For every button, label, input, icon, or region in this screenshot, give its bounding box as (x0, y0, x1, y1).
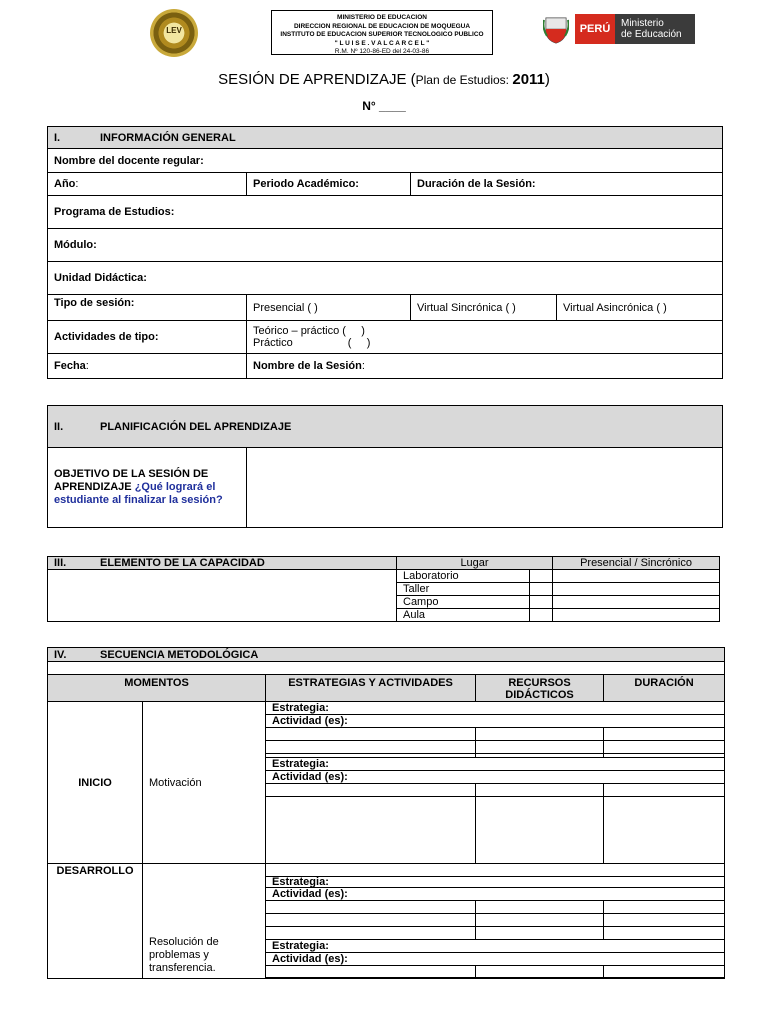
section-secuencia-metodologica (47, 647, 725, 979)
peru-coat-of-arms-icon (543, 14, 569, 44)
lugar-check[interactable] (530, 609, 553, 622)
ministry-header-box: MINISTERIO DE EDUCACION DIRECCION REGIONAL DE EDUCACION DE MOQUEGUA INSTITUTO DE EDUCACION SUPERIOR TECNOLOGICO PUBLICO " L U I S E . V A L C A R C E L " R.M. Nº 120-86-ED del 24-03-86 (271, 10, 493, 55)
estrategia-cell[interactable] (266, 797, 476, 864)
estrategia-field[interactable]: Estrategia: (266, 877, 725, 888)
recurso-cell[interactable] (476, 927, 604, 940)
duracion-cell[interactable] (604, 784, 725, 797)
estrategia-field[interactable]: Estrategia: (266, 940, 725, 953)
recurso-cell[interactable] (476, 784, 604, 797)
lugar-laboratorio: Laboratorio (397, 570, 530, 583)
duracion-cell[interactable] (604, 797, 725, 864)
lugar-value[interactable] (553, 609, 720, 622)
actividades-options[interactable]: Teórico – práctico ( ) Práctico ( ) (247, 321, 723, 354)
nombre-sesion-field[interactable]: Nombre de la Sesión: (247, 354, 723, 379)
estrategia-cell[interactable] (266, 978, 476, 979)
session-number: N° ____ (362, 99, 406, 113)
lugar-check[interactable] (530, 596, 553, 609)
col-duracion: DURACIÓN (604, 675, 725, 702)
section-informacion-general (47, 126, 723, 379)
actividad-field[interactable]: Actividad (es): (266, 953, 725, 966)
estrategia-field[interactable]: Estrategia: (266, 702, 725, 715)
lugar-taller: Taller (397, 583, 530, 596)
presencial-header: Presencial / Sincrónico (553, 557, 720, 570)
section-heading: I. INFORMACIÓN GENERAL (48, 127, 723, 149)
section-heading: III. ELEMENTO DE LA CAPACIDAD (48, 557, 397, 570)
estrategia-cell[interactable] (266, 914, 476, 927)
duracion-cell[interactable] (604, 927, 725, 940)
estrategia-cell[interactable] (266, 784, 476, 797)
duracion-cell[interactable] (604, 966, 725, 978)
duracion-cell[interactable] (604, 901, 725, 914)
page-title: SESIÓN DE APRENDIZAJE (Plan de Estudios: 2011) (218, 71, 550, 88)
virtual-sincronica-option[interactable]: Virtual Sincrónica ( ) (411, 295, 557, 321)
lugar-check[interactable] (530, 570, 553, 583)
recurso-cell[interactable] (476, 966, 604, 978)
recurso-cell[interactable] (476, 914, 604, 927)
section-heading: II. PLANIFICACIÓN DEL APRENDIZAJE (48, 406, 723, 448)
lugar-value[interactable] (553, 570, 720, 583)
lugar-check[interactable] (530, 583, 553, 596)
capacidad-field[interactable] (48, 570, 397, 622)
unidad-field[interactable]: Unidad Didáctica: (48, 262, 723, 295)
estrategia-cell[interactable] (266, 927, 476, 940)
lugar-value[interactable] (553, 596, 720, 609)
modulo-field[interactable]: Módulo: (48, 229, 723, 262)
actividades-label: Actividades de tipo: (48, 321, 247, 354)
anio-field[interactable]: Año: (48, 173, 247, 196)
fecha-field[interactable]: Fecha: (48, 354, 247, 379)
col-momentos: MOMENTOS (48, 675, 266, 702)
estrategia-cell[interactable] (266, 728, 476, 741)
presencial-option[interactable]: Presencial ( ) (247, 295, 411, 321)
recurso-cell[interactable] (476, 741, 604, 754)
actividad-field[interactable]: Actividad (es): (266, 715, 725, 728)
momento-desarrollo: DESARROLLO (48, 864, 143, 979)
duracion-cell[interactable] (604, 978, 725, 979)
duracion-field[interactable]: Duración de la Sesión: (411, 173, 723, 196)
recurso-cell[interactable] (476, 728, 604, 741)
ministerio-brand-label: Ministerio de Educación (615, 14, 695, 44)
recurso-cell[interactable] (476, 978, 604, 979)
spacer-cell (266, 864, 725, 877)
objetivo-label: OBJETIVO DE LA SESIÓN DE APRENDIZAJE ¿Qué logrará el estudiante al finalizar la sesión? (48, 448, 247, 528)
section-elemento-capacidad (47, 556, 720, 622)
actividad-field[interactable]: Actividad (es): (266, 771, 725, 784)
col-recursos: RECURSOS DIDÁCTICOS (476, 675, 604, 702)
estrategia-cell[interactable] (266, 966, 476, 978)
docente-field[interactable]: Nombre del docente regular: (48, 149, 723, 173)
lugar-value[interactable] (553, 583, 720, 596)
section-heading: IV. SECUENCIA METODOLÓGICA (48, 648, 725, 662)
virtual-asincronica-option[interactable]: Virtual Asincrónica ( ) (557, 295, 723, 321)
recurso-cell[interactable] (476, 901, 604, 914)
lugar-aula: Aula (397, 609, 530, 622)
resolucion-label: Resolución de problemas y transferencia. (143, 864, 266, 979)
recurso-cell[interactable] (476, 797, 604, 864)
peru-brand-label: PERÚ (575, 14, 615, 44)
actividad-field[interactable]: Actividad (es): (266, 888, 725, 901)
duracion-cell[interactable] (604, 728, 725, 741)
duracion-cell[interactable] (604, 914, 725, 927)
duracion-cell[interactable] (604, 741, 725, 754)
periodo-field[interactable]: Periodo Académico: (247, 173, 411, 196)
col-estrategias: ESTRATEGIAS Y ACTIVIDADES (266, 675, 476, 702)
estrategia-cell[interactable] (266, 741, 476, 754)
tipo-sesion-label: Tipo de sesión: (48, 295, 247, 321)
spacer-row (48, 662, 725, 675)
lugar-campo: Campo (397, 596, 530, 609)
section-planificacion (47, 405, 723, 528)
objetivo-field[interactable] (247, 448, 723, 528)
motivacion-label: Motivación (143, 702, 266, 864)
institute-seal-logo: LEV (150, 9, 198, 57)
momento-inicio: INICIO (48, 702, 143, 864)
estrategia-cell[interactable] (266, 901, 476, 914)
estrategia-field[interactable]: Estrategia: (266, 758, 725, 771)
lugar-header: Lugar (397, 557, 553, 570)
programa-field[interactable]: Programa de Estudios: (48, 196, 723, 229)
